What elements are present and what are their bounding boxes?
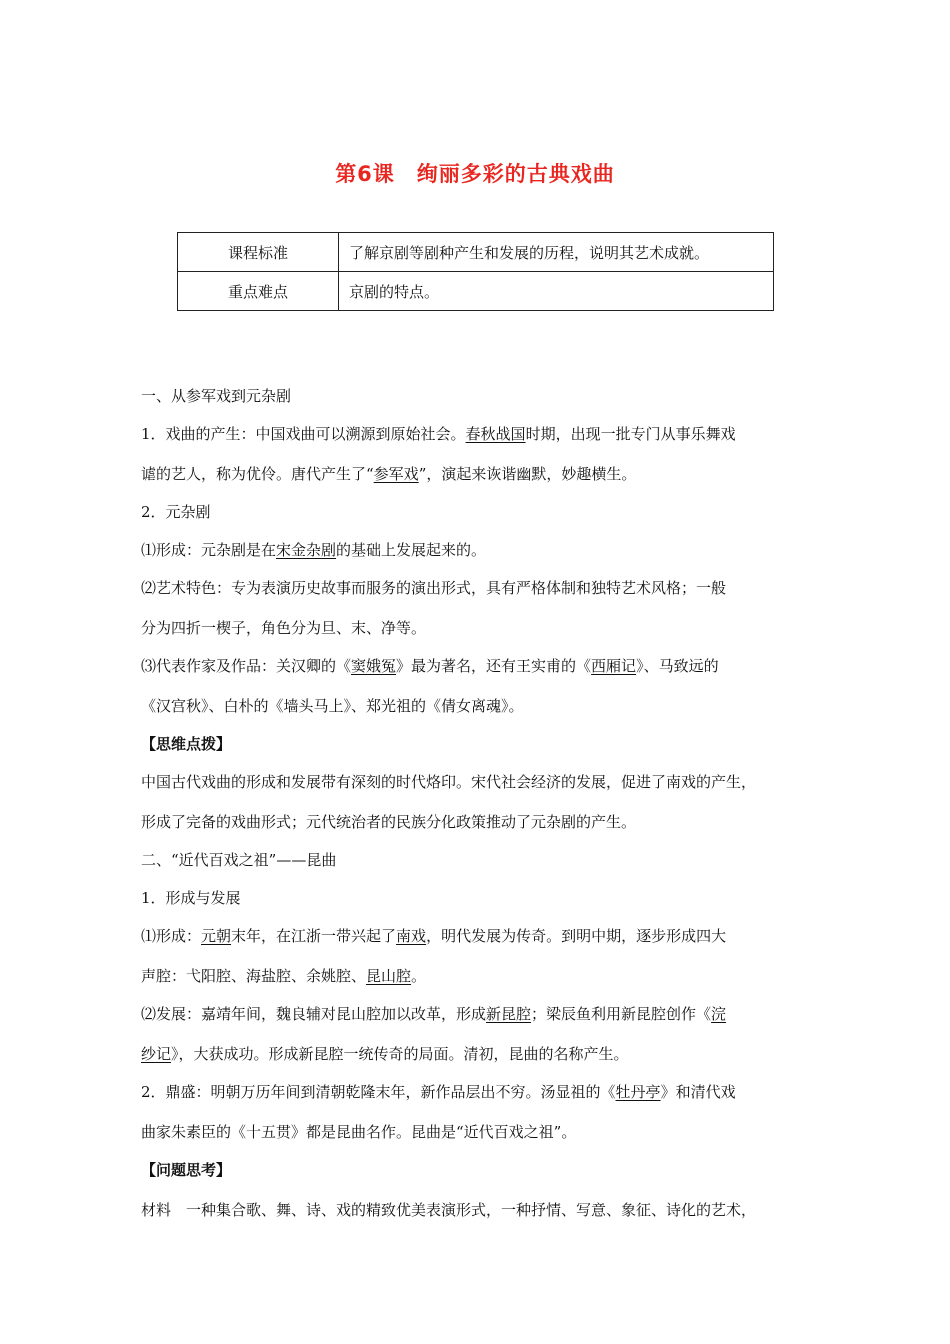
text-segment: 一、从参军戏到元杂剧 <box>141 387 292 405</box>
text-segment: 》最为著名，还有王实甫的《 <box>396 657 592 675</box>
text-segment: 材料 一种集合歌、舞、诗、戏的精致优美表演形式，一种抒情、写意、象征、诗化的艺术， <box>141 1201 757 1219</box>
text-segment: 时期，出现一批专门从事乐舞戏 <box>525 425 736 443</box>
text-segment: 【问题思考】 <box>141 1161 232 1179</box>
table-row <box>178 233 774 272</box>
text-segment: 》，大获成功。形成新昆腔一统传奇的局面。清初，昆曲的名称产生。 <box>171 1045 629 1063</box>
text-segment: ⑴形成：元杂剧是在 <box>141 541 277 559</box>
text-segment: 的基础上发展起来的。 <box>336 541 487 559</box>
text-line <box>141 464 636 484</box>
text-line <box>141 812 636 832</box>
text-segment: ⑵艺术特色：专为表演历史故事而服务的演出形式，具有严格体制和独特艺术风格；一般 <box>141 579 727 597</box>
underlined-answer: 窦娥冤 <box>351 657 397 675</box>
text-segment: ⑶代表作家及作品：关汉卿的《 <box>141 657 352 675</box>
text-segment: 【思维点拨】 <box>141 735 232 753</box>
text-segment: 形成了完备的戏曲形式；元代统治者的民族分化政策推动了元杂剧的产生。 <box>141 813 637 831</box>
text-line <box>141 656 719 676</box>
text-line <box>141 540 486 560</box>
text-segment: 》和清代戏 <box>660 1083 736 1101</box>
underlined-answer: 西厢记 <box>591 657 637 675</box>
table-cell-label: 重点难点 <box>178 272 339 311</box>
text-segment: ”，演起来诙谐幽默，妙趣横生。 <box>418 465 637 483</box>
text-segment: 末年，在江浙一带兴起了 <box>231 927 397 945</box>
underlined-answer: 宋金杂剧 <box>276 541 337 559</box>
underlined-answer: 元朝 <box>201 927 232 945</box>
underlined-answer: 牡丹亭 <box>615 1083 661 1101</box>
text-segment: 2．鼎盛：明朝万历年间到清朝乾隆末年，新作品层出不穷。汤显祖的《 <box>141 1083 616 1101</box>
text-line <box>141 578 726 598</box>
text-line <box>141 502 211 522</box>
underlined-answer: 纱记 <box>141 1045 172 1063</box>
underlined-answer: 南戏 <box>396 927 427 945</box>
text-segment: ，明代发展为传奇。到明中期，逐步形成四大 <box>426 927 727 945</box>
text-line <box>141 734 231 754</box>
text-line <box>141 1044 629 1064</box>
text-line <box>141 386 291 406</box>
text-line <box>141 850 336 870</box>
text-line <box>141 618 426 638</box>
underlined-answer: 浣 <box>711 1005 727 1023</box>
text-line <box>141 888 241 908</box>
text-segment: ；梁辰鱼利用新昆腔创作《 <box>531 1005 712 1023</box>
text-segment: 1．戏曲的产生：中国戏曲可以溯源到原始社会。 <box>141 425 466 443</box>
underlined-answer: 新昆腔 <box>486 1005 532 1023</box>
text-line <box>141 696 524 716</box>
text-line <box>141 424 736 444</box>
text-segment: 谑的艺人，称为优伶。唐代产生了“ <box>141 465 374 483</box>
text-line <box>141 966 426 986</box>
text-line <box>141 1200 756 1220</box>
table-cell-value: 了解京剧等剧种产生和发展的历程，说明其艺术成就。 <box>339 233 774 272</box>
text-line <box>141 772 756 792</box>
text-segment: 》、马致远的 <box>636 657 719 675</box>
lesson-title: 第6课 绚丽多彩的古典戏曲 <box>335 162 615 186</box>
text-line <box>141 1160 231 1180</box>
text-segment: 1．形成与发展 <box>141 889 241 907</box>
text-segment: 分为四折一楔子，角色分为旦、末、净等。 <box>141 619 427 637</box>
table-row <box>178 272 774 311</box>
text-line <box>141 1082 736 1102</box>
table-cell-value: 京剧的特点。 <box>339 272 774 311</box>
table-cell-label: 课程标准 <box>178 233 339 272</box>
underlined-answer: 昆山腔 <box>366 967 412 985</box>
text-segment: ⑵发展：嘉靖年间，魏良辅对昆山腔加以改革，形成 <box>141 1005 487 1023</box>
text-segment: 二、“近代百戏之祖”——昆曲 <box>141 851 337 869</box>
text-segment: 曲家朱素臣的《十五贯》都是昆曲名作。昆曲是“近代百戏之祖”。 <box>141 1123 577 1141</box>
text-segment: 。 <box>411 967 427 985</box>
underlined-answer: 参军戏 <box>373 465 419 483</box>
text-segment: 中国古代戏曲的形成和发展带有深刻的时代烙印。宋代社会经济的发展，促进了南戏的产生， <box>141 773 757 791</box>
text-line <box>141 926 726 946</box>
underlined-answer: 春秋战国 <box>465 425 526 443</box>
text-segment: 声腔：弋阳腔、海盐腔、余姚腔、 <box>141 967 367 985</box>
text-segment: 2．元杂剧 <box>141 503 211 521</box>
text-segment: ⑴形成： <box>141 927 202 945</box>
text-line <box>141 1004 726 1024</box>
text-line <box>141 1122 576 1142</box>
text-segment: 《汉宫秋》、白朴的《墙头马上》、郑光祖的《倩女离魂》。 <box>141 697 524 715</box>
course-standards-table <box>177 232 774 311</box>
